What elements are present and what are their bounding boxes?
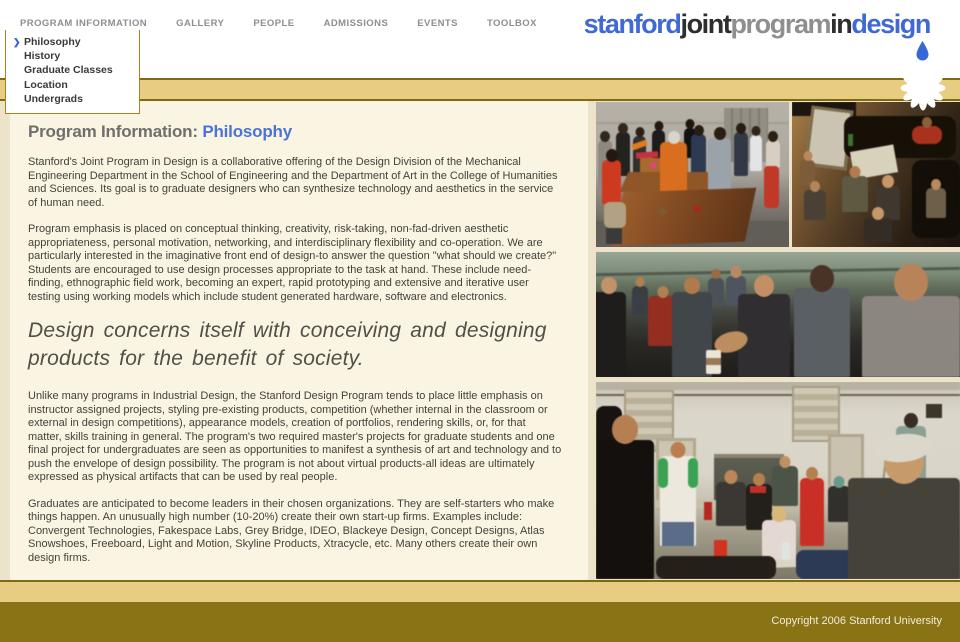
logo-word-program: program (730, 9, 831, 39)
nav-admissions[interactable]: ADMISSIONS (323, 18, 389, 29)
nav-program-information[interactable]: PROGRAM INFORMATION (20, 18, 148, 29)
site-logo[interactable] (584, 9, 930, 40)
dropdown-item-label: Philosophy (24, 36, 81, 48)
main-nav (20, 13, 537, 31)
photo-scene (596, 382, 960, 579)
footer-band (0, 580, 960, 602)
copyright-text: Copyright 2006 Stanford University (771, 615, 942, 627)
nav-gallery[interactable]: GALLERY (176, 18, 225, 29)
pull-quote: Design concerns itself with conceiving and designing products for the benefit of society. (28, 319, 547, 370)
dropdown-item-label: Location (24, 78, 68, 91)
dropdown-item-label: Graduate Classes (24, 64, 113, 77)
photo-scene (596, 252, 960, 377)
dropdown-item-label: History (24, 50, 61, 63)
dropdown-item-location[interactable] (6, 78, 139, 92)
logo-word-stanford: stanford (583, 9, 681, 39)
photo-studio-table-critique (596, 102, 789, 247)
dropdown-item-graduate-classes[interactable] (6, 63, 139, 77)
nav-events[interactable]: EVENTS (417, 18, 458, 29)
white-flower-icon (899, 64, 947, 112)
dropdown-item-label: Undergrads (24, 92, 83, 105)
paragraph-intro: Stanford's Joint Program in Design is a collaborative offering of the Design Division of the Mechanical Engineering Department in the School of Engineering and the Department of Art in the College of Humanities and Sciences. Its goal is to graduate designers who can synthesize technology and aesthetics in the service of human need. (28, 156, 558, 209)
photo-scene (792, 102, 960, 247)
active-arrow-icon: ❯ (13, 37, 21, 47)
page-title (28, 122, 562, 142)
photo-couch-gathering-overhead (792, 102, 960, 247)
logo-word-joint: joint (680, 9, 731, 39)
logo-word-in: in (830, 9, 852, 39)
dropdown-item-history[interactable] (6, 49, 139, 63)
paragraph-emphasis: Program emphasis is placed on conceptual thinking, creativity, risk-taking, non-fad-driven aesthetic appropriateness, personal motivation, networking, and interdisciplinary flexibility and co-operation. We are particularly interested in the imaginative front end of design-to answer the question "what should we create?" Students are encouraged to use design processes appropriate to the task at hand. These include need-finding, ethnographic field work, becoming an expert, rapid prototyping and extensive and iterative user testing using working models which include student generated hardware, software and electronics. (28, 223, 557, 303)
main-area (0, 101, 960, 580)
paragraph-graduates: Graduates are anticipated to become leaders in their chosen organizations. They are self-starters who make things happen. An unusually high number (10-20%) create their own start-up firms. Examples include: Convergent Technologies, Fakespace Labs, Grey Bridge, IDEO, Blackeye Design, Concept Designs, Atlas Snowshoes, Freeboard, Light and Motion, Skyline Products, Xtracycle, etc. Many others create their own design firms. (28, 497, 555, 564)
dropdown-item-philosophy[interactable] (6, 35, 139, 49)
content (10, 101, 588, 580)
header (0, 0, 960, 78)
header-band (0, 78, 960, 101)
photo-lecture-audience (596, 252, 960, 377)
page-title-section: Philosophy (202, 122, 292, 141)
page-title-prefix: Program Information: (28, 122, 198, 141)
paragraph-comparison: Unlike many programs in Industrial Design, the Stanford Design Program tends to place little emphasis on instructor assigned projects, styling pre-existing products, competition (whether internal in the classroom or external in design competitions), appearance models, creation of portfolios, rendering skills, or, for that matter, skills training in general. The program's two required master's projects for graduate students and one final project for undergraduates are seen as opportunities to manifest a synthesis of art and technology and to push the envelope of design possibility. The program is not about virtual products-all ideas are ultimately expressed as physical artifacts that can be used by real people. (28, 390, 562, 483)
logo-word-design: design (851, 9, 930, 39)
water-drop-icon (915, 41, 930, 62)
photo-scene (596, 102, 789, 247)
nav-people[interactable]: PEOPLE (253, 18, 295, 29)
footer (0, 602, 960, 642)
dropdown-item-undergrads[interactable] (6, 92, 139, 106)
nav-toolbox[interactable]: TOOLBOX (486, 18, 537, 29)
photo-classroom-discussion (596, 382, 960, 579)
program-info-dropdown (5, 30, 140, 114)
